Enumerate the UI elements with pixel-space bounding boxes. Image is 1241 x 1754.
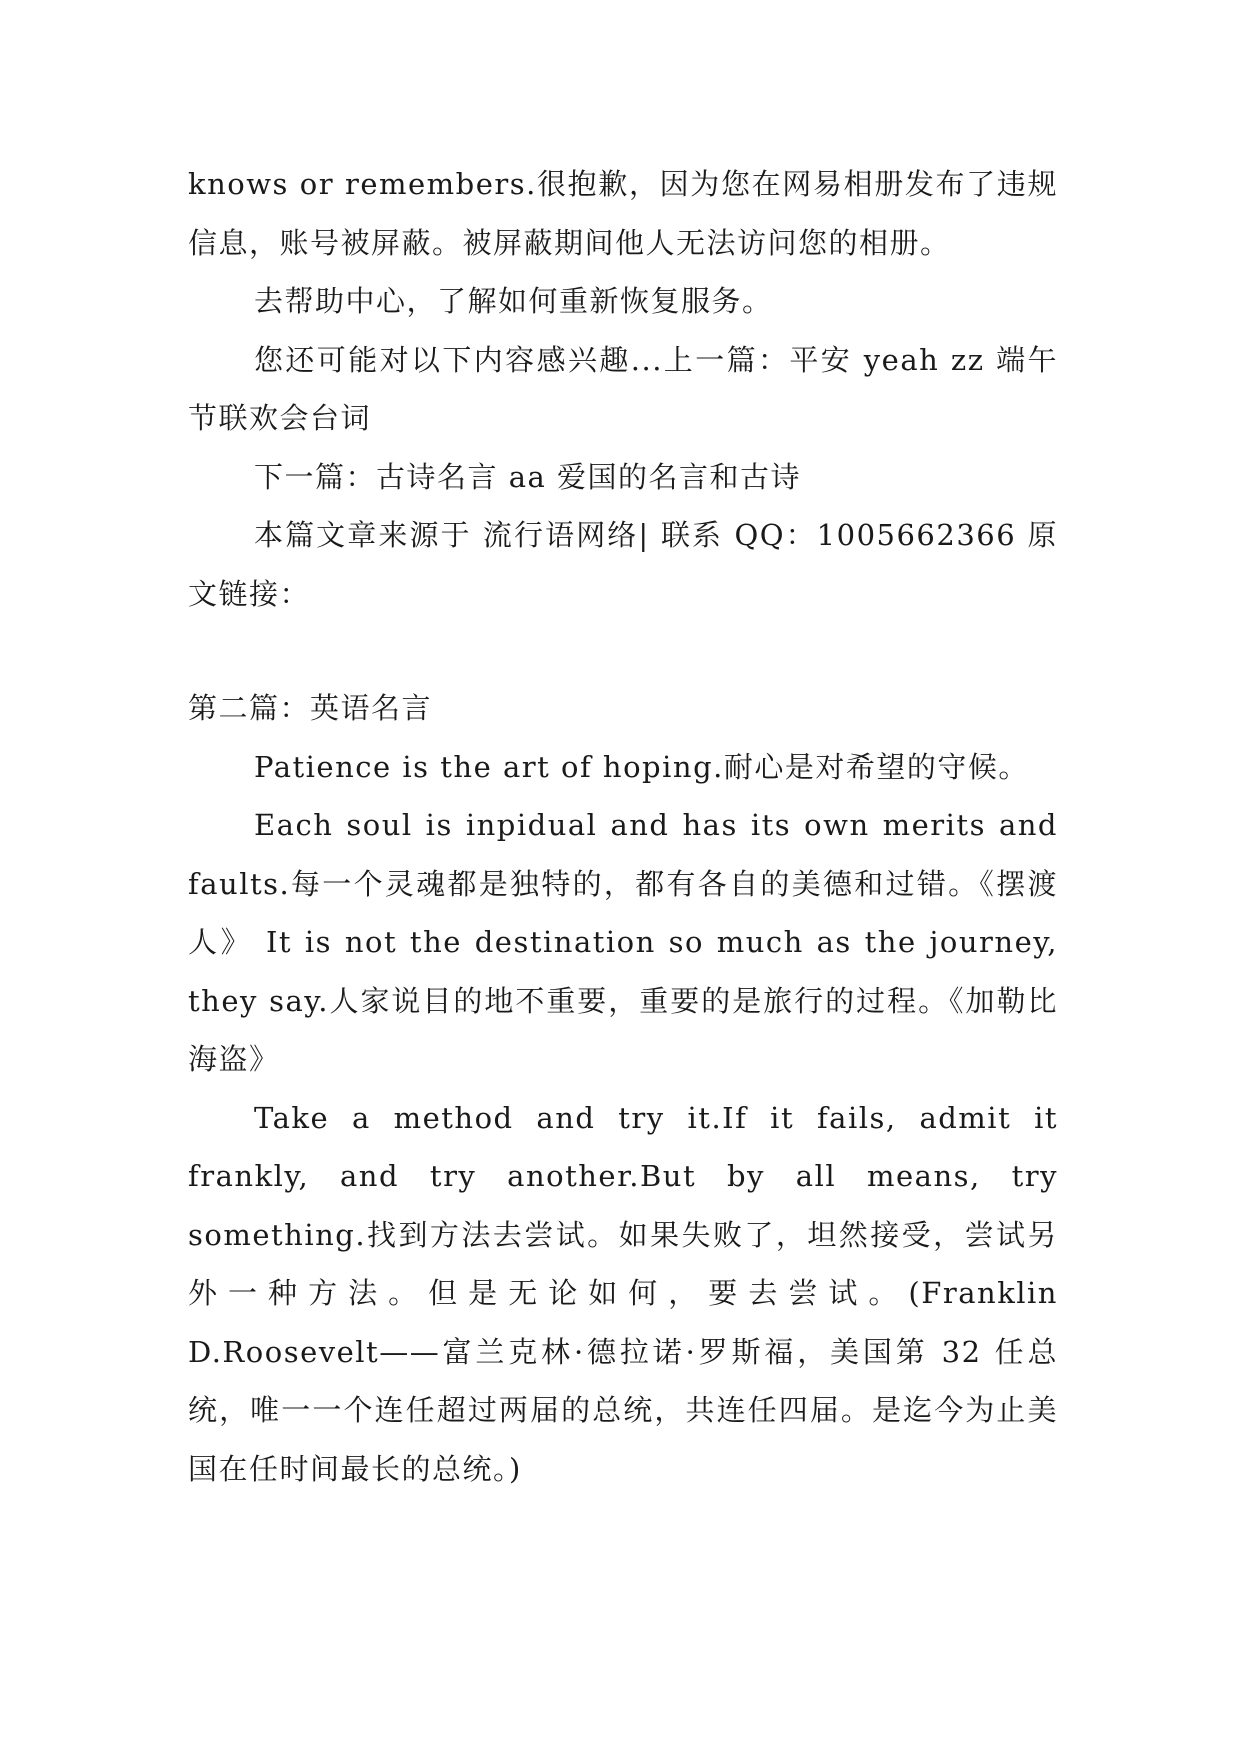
paragraph-next-article: 下一篇：古诗名言 aa 爱国的名言和古诗 [254,459,802,494]
paragraph-previous-article: 您还可能对以下内容感兴趣...上一篇：平安 yeah zz 端午节联欢会台词 [188,342,1058,435]
paragraph-continuation: knows or remembers.很抱歉，因为您在网易相册发布了违规信息，账号被屏蔽。被屏蔽期间他人无法访问您的相册。 [188,167,1058,260]
paragraph-help-center: 去帮助中心，了解如何重新恢复服务。 [254,284,773,318]
quote-patience: Patience is the art of hoping.耐心是对希望的守候。 [254,749,1029,784]
paragraph-source: 本篇文章来源于 流行语网络| 联系 QQ：1005662366 原文链接： [188,518,1058,611]
quote-take-a-method: Take a method and try it.If it fails, admit it frankly, and try another.But by all means, try something.找到方法去尝试。如果失败了，坦然接受，尝试另外一种方法。但是无论如何，要去尝试。(Franklin D.Roosevelt——富兰克林·德拉诺·罗斯福，美国第 32 任总统，唯一一个连任超过两届的总统，共连任四届。是迄今为止美国在任时间最长的总统。) [188,1100,1058,1486]
quote-each-soul: Each soul is inpidual and has its own merits and faults.每一个灵魂都是独特的，都有各自的美德和过错。《摆渡人》 It is not the destination so much as the journey, they say.人家说目的地不重要，重要的是旅行的过程。《加勒比海盗》 [188,808,1058,1076]
section-heading: 第二篇：英语名言 [188,691,433,725]
document-page [188,155,1058,1498]
